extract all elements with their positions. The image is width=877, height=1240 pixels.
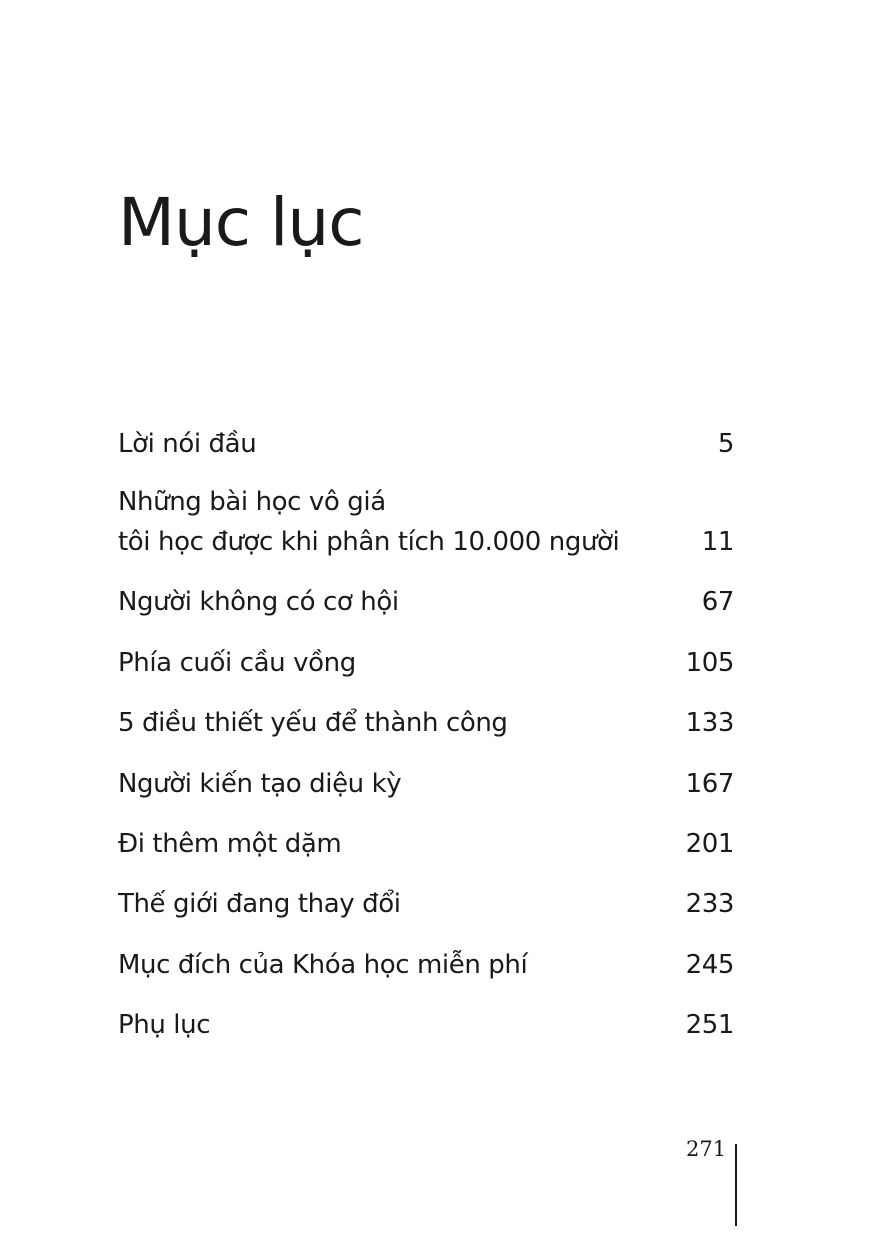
page-title: Mục lục <box>118 184 364 261</box>
toc-entry-page-number: 11 <box>701 527 734 557</box>
toc-entry-title-line: Mục đích của Khóa học miễn phí <box>118 950 528 980</box>
toc-entry-title-line: Phía cuối cầu vồng <box>118 648 356 678</box>
toc-entry-page-number: 67 <box>701 587 734 617</box>
toc-entry-title-line: 5 điều thiết yếu để thành công <box>118 708 508 738</box>
toc-entry-page-number: 201 <box>685 829 734 859</box>
toc-entry-title <box>118 764 401 804</box>
toc-entry-title-line: Đi thêm một dặm <box>118 829 342 859</box>
toc-entry-title-line: tôi học được khi phân tích 10.000 người <box>118 527 620 557</box>
page-edge-rule <box>735 1144 737 1226</box>
toc-entry-page-number: 251 <box>685 1010 734 1040</box>
toc-entry-title-line: Những bài học vô giá <box>118 487 386 517</box>
toc-entry-no-chance[interactable] <box>118 582 734 622</box>
toc-entry-extra-mile[interactable] <box>118 824 734 864</box>
toc-entry-page-number: 105 <box>685 648 734 678</box>
toc-entry-title <box>118 824 341 864</box>
toc-entry-appendix[interactable] <box>118 1005 734 1045</box>
toc-entry-page-number: 167 <box>685 769 734 799</box>
toc-entry-title-line: Lời nói đầu <box>118 429 257 459</box>
toc-entry-title-line: Người kiến tạo diệu kỳ <box>118 769 402 799</box>
toc-entry-title-line: Người không có cơ hội <box>118 587 399 617</box>
toc-entry-title <box>118 1005 210 1045</box>
toc-entry-title <box>118 703 508 743</box>
toc-entry-lessons[interactable] <box>118 482 734 562</box>
toc-entry-title <box>118 945 527 985</box>
toc-entry-title-line: Phụ lục <box>118 1010 211 1040</box>
toc-entry-title <box>118 424 256 464</box>
page-number: 271 <box>686 1137 727 1161</box>
toc-entry-title <box>118 482 619 562</box>
toc-entry-title <box>118 884 401 924</box>
toc-entry-page-number: 233 <box>685 889 734 919</box>
toc-entry-essentials[interactable] <box>118 703 734 743</box>
toc-entry-page-number: 245 <box>685 950 734 980</box>
toc-entry-miracle-maker[interactable] <box>118 764 734 804</box>
toc-entry-preface[interactable] <box>118 424 734 464</box>
toc-entry-title <box>118 582 399 622</box>
toc-entry-rainbow[interactable] <box>118 643 734 683</box>
toc-entry-title <box>118 643 356 683</box>
toc-entry-page-number: 133 <box>685 708 734 738</box>
toc-entry-free-course[interactable] <box>118 945 734 985</box>
toc-entry-page-number: 5 <box>717 429 734 459</box>
toc-entry-changing-world[interactable] <box>118 884 734 924</box>
toc-entry-title-line: Thế giới đang thay đổi <box>118 889 401 919</box>
